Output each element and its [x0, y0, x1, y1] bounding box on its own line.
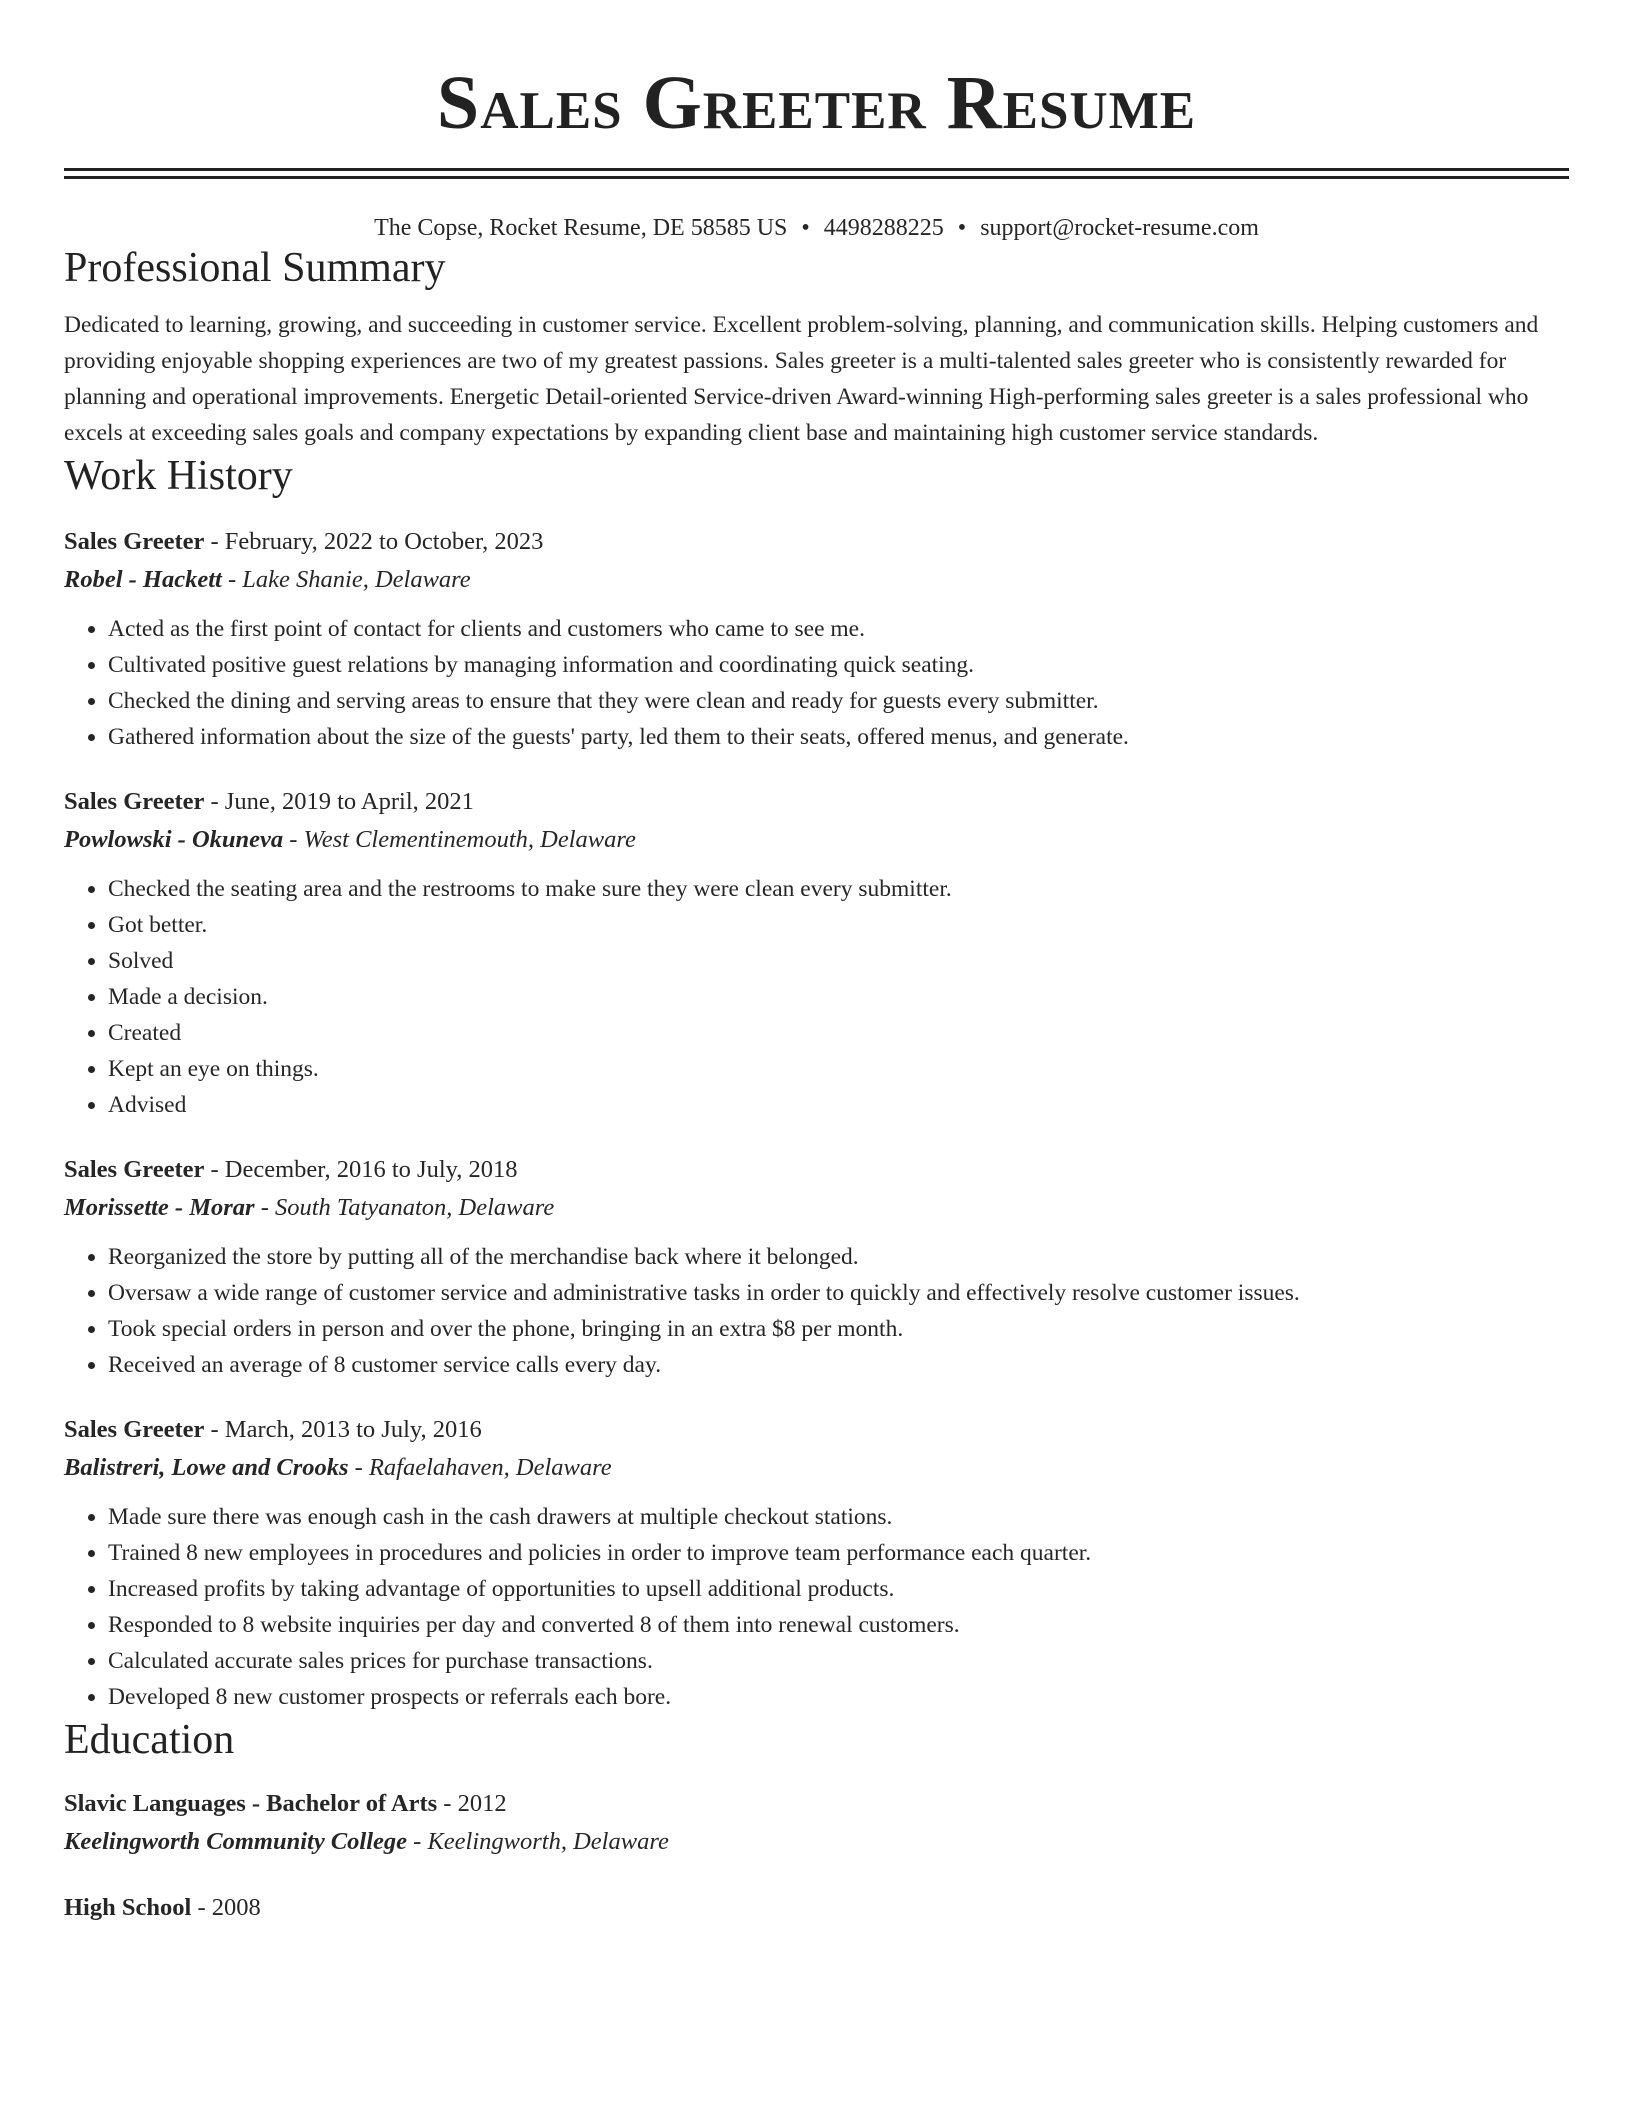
job-bullet: • Oversaw a wide range of customer service and administrative tasks in order to quickly and effectively resolve customer issues.: [108, 1275, 1569, 1311]
job-bullet: • Made sure there was enough cash in the cash drawers at multiple checkout stations.: [108, 1499, 1569, 1535]
job-bullet: • Trained 8 new employees in procedures and policies in order to improve team performance each quarter.: [108, 1535, 1569, 1571]
resume-title: Sales Greeter Resume: [436, 61, 1197, 145]
education-dash: -: [437, 1790, 458, 1817]
contact-phone: 4498288225: [823, 215, 944, 241]
education-list: [64, 1785, 1569, 1927]
job-title-line: [64, 523, 1569, 561]
job-company: Balistreri, Lowe and Crooks: [64, 1454, 349, 1481]
education-entry: [64, 1785, 1569, 1861]
job-dates: December, 2016 to July, 2018: [224, 1156, 518, 1183]
job-title: Sales Greeter: [64, 788, 205, 815]
job-company-dash: -: [283, 826, 304, 853]
job-company-line: [64, 1449, 1569, 1487]
job-bullet: • Acted as the first point of contact for clients and customers who came to see me.: [108, 611, 1569, 647]
job-bullet: • Created: [108, 1015, 1569, 1051]
job-bullet: • Gathered information about the size of the guests' party, led them to their seats, offered menus, and generate.: [108, 719, 1569, 755]
job-company-dash: -: [254, 1194, 275, 1221]
job-bullet: • Cultivated positive guest relations by managing information and coordinating quick seating.: [108, 647, 1569, 683]
education-degree-line: [64, 1889, 1569, 1927]
job-company-dash: -: [348, 1454, 369, 1481]
job-bullet-list: [64, 871, 1569, 1123]
job-bullet: • Solved: [108, 943, 1569, 979]
job-title: Sales Greeter: [64, 1416, 205, 1443]
job-dates: June, 2019 to April, 2021: [224, 788, 474, 815]
job-title-line: [64, 783, 1569, 821]
education-entry: [64, 1889, 1569, 1927]
job-company-dash: -: [221, 566, 243, 593]
job-bullet-list: [64, 611, 1569, 755]
job-bullet: • Responded to 8 website inquiries per day and converted 8 of them into renewal customers.: [108, 1607, 1569, 1643]
education-degree: High School: [64, 1894, 192, 1921]
job-bullet: • Kept an eye on things.: [108, 1051, 1569, 1087]
contact-separator: •: [801, 215, 810, 241]
title-double-rule: [64, 168, 1569, 179]
job-title-line: [64, 1151, 1569, 1189]
contact-line: [64, 213, 1569, 243]
education-school: Keelingworth Community College: [64, 1828, 408, 1855]
job-title-dash: -: [204, 1416, 225, 1443]
contact-separator: •: [957, 215, 967, 241]
education-school-dash: -: [407, 1828, 428, 1855]
education-degree: Slavic Languages - Bachelor of Arts: [64, 1790, 438, 1817]
job-bullet: • Increased profits by taking advantage of opportunities to upsell additional products.: [108, 1571, 1569, 1607]
job-title-dash: -: [204, 528, 225, 555]
job-location: South Tatyanaton, Delaware: [275, 1194, 555, 1221]
job-bullet: • Made a decision.: [108, 979, 1569, 1015]
job-bullet: • Developed 8 new customer prospects or referrals each bore.: [108, 1679, 1569, 1715]
job-bullet: • Checked the seating area and the restrooms to make sure they were clean every submitter.: [108, 871, 1569, 907]
job-bullet-list: [64, 1239, 1569, 1383]
contact-address: The Copse, Rocket Resume, DE 58585 US: [374, 215, 788, 241]
education-location: Keelingworth, Delaware: [427, 1828, 669, 1855]
job-bullet: • Reorganized the store by putting all of the merchandise back where it belonged.: [108, 1239, 1569, 1275]
job-entry: [64, 1411, 1569, 1715]
job-bullet: • Calculated accurate sales prices for purchase transactions.: [108, 1643, 1569, 1679]
job-location: Lake Shanie, Delaware: [242, 566, 471, 593]
job-bullet: • Checked the dining and serving areas to ensure that they were clean and ready for guests every submitter.: [108, 683, 1569, 719]
education-school-line: [64, 1823, 1569, 1861]
education-dash: -: [191, 1894, 212, 1921]
work-history-heading: Work History: [64, 453, 293, 499]
work-history-list: [64, 523, 1569, 1715]
job-company-line: [64, 1189, 1569, 1227]
job-title-dash: -: [204, 788, 225, 815]
job-entry: [64, 1151, 1569, 1383]
job-company-line: [64, 821, 1569, 859]
job-company-line: [64, 561, 1569, 599]
job-bullet-list: [64, 1499, 1569, 1715]
job-entry: [64, 523, 1569, 755]
summary-heading: Professional Summary: [64, 245, 446, 291]
education-year: 2012: [457, 1790, 507, 1817]
job-location: West Clementinemouth, Delaware: [303, 826, 636, 853]
job-bullet: • Took special orders in person and over the phone, bringing in an extra $8 per month.: [108, 1311, 1569, 1347]
job-dates: March, 2013 to July, 2016: [224, 1416, 482, 1443]
job-bullet: • Received an average of 8 customer service calls every day.: [108, 1347, 1569, 1383]
job-company: Morissette - Morar: [64, 1194, 255, 1221]
job-title-dash: -: [204, 1156, 225, 1183]
contact-email: support@rocket-resume.com: [980, 215, 1259, 241]
job-dates: February, 2022 to October, 2023: [224, 528, 544, 555]
education-year: 2008: [211, 1894, 261, 1921]
education-degree-line: [64, 1785, 1569, 1823]
job-title-line: [64, 1411, 1569, 1449]
job-location: Rafaelahaven, Delaware: [368, 1454, 612, 1481]
job-company: Powlowski - Okuneva: [64, 826, 284, 853]
job-company: Robel - Hackett: [64, 566, 222, 593]
job-bullet: • Advised: [108, 1087, 1569, 1123]
job-entry: [64, 783, 1569, 1123]
education-heading: Education: [64, 1717, 235, 1763]
job-title: Sales Greeter: [64, 528, 205, 555]
job-title: Sales Greeter: [64, 1156, 205, 1183]
resume-page: [64, 0, 1569, 1927]
job-bullet: • Got better.: [108, 907, 1569, 943]
summary-text: Dedicated to learning, growing, and succeeding in customer service. Excellent problem-solving, planning, and communication skills. Helping customers and providing enjoyable shopping experiences are two of my greatest passions. Sales greeter is a multi-talented sales greeter who is consistently rewarded for planning and operational improvements. Energetic Detail-oriented Service-driven Award-winning High-performing sales greeter is a sales professional who excels at exceeding sales goals and company expectations by expanding client base and maintaining high customer service standards.: [64, 312, 1539, 446]
